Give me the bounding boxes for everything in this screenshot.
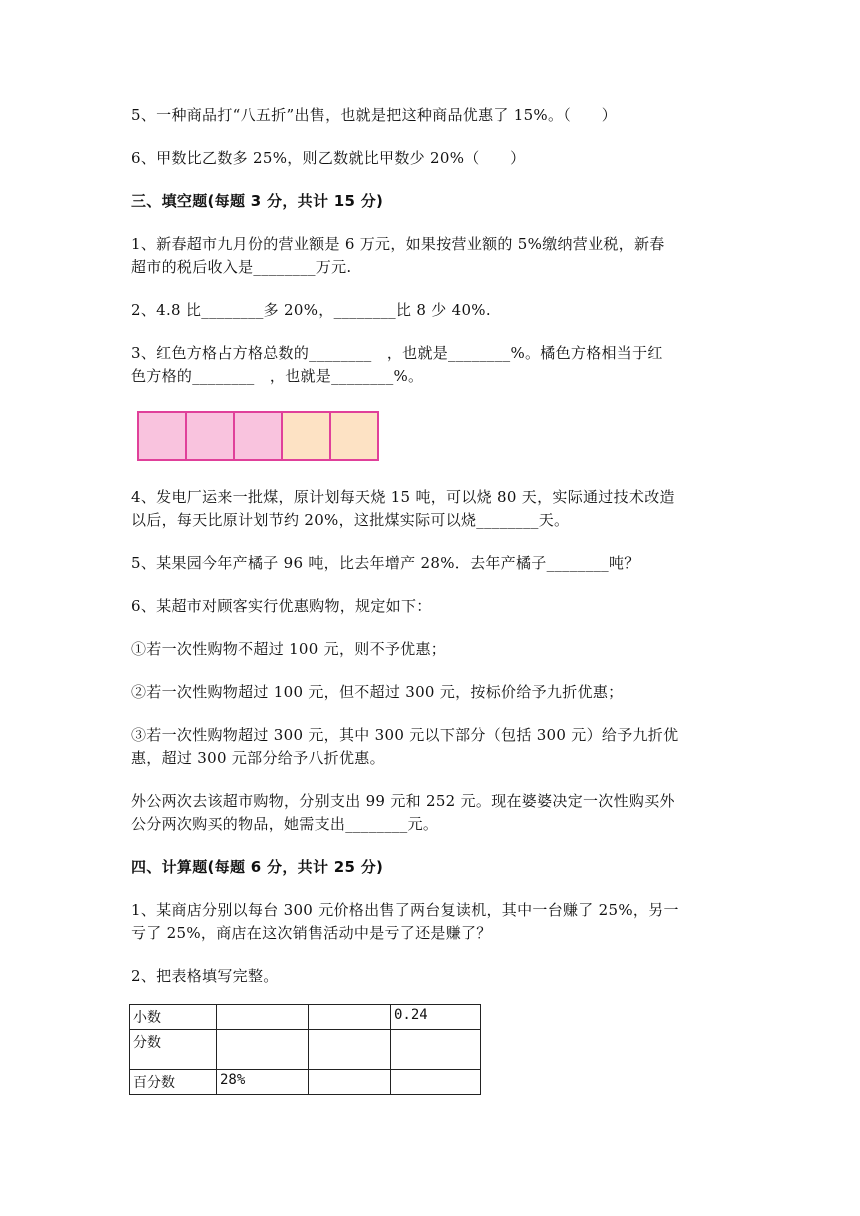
grid-cell-red [235,413,283,459]
discount-rule-3-line2: 惠，超过 300 元部分给予八折优惠。 [131,749,385,767]
table-cell[interactable] [391,1030,481,1070]
discount-rule-2: ②若一次性购物超过 100 元，但不超过 300 元，按标价给予九折优惠； [131,683,624,701]
table-cell: 28% [217,1070,309,1095]
discount-rule-3-line1: ③若一次性购物超过 300 元，其中 300 元以下部分（包括 300 元）给予九折优 [131,726,679,744]
grid-cell-orange [331,413,377,459]
table-cell[interactable] [391,1070,481,1095]
fill-q5: 5、某果园今年产橘子 96 吨，比去年增产 28%．去年产橘子________吨？ [131,554,640,572]
table-cell[interactable] [309,1005,391,1030]
fill-q1-line2: 超市的税后收入是________万元. [131,258,352,276]
section-4-title: 四、计算题(每题 6 分，共计 25 分) [131,858,384,876]
discount-rule-1: ①若一次性购物不超过 100 元，则不予优惠； [131,640,447,658]
fill-q3-line1: 3、红色方格占方格总数的________ ，也就是________%。橘色方格相当于红 [131,344,663,362]
table-cell: 小数 [130,1005,217,1030]
table-row [130,1005,481,1030]
table-row [130,1030,481,1070]
fill-q4-line2: 以后，每天比原计划节约 20%，这批煤实际可以烧________天。 [131,511,570,529]
calc-q1-line2: 亏了 25%，商店在这次销售活动中是亏了还是赚了？ [131,924,492,942]
table-cell: 百分数 [130,1070,217,1095]
table-cell: 0.24 [391,1005,481,1030]
calc-q2: 2、把表格填写完整。 [131,967,279,985]
table-cell: 分数 [130,1030,217,1070]
calc-q1-line1: 1、某商店分别以每台 300 元价格出售了两台复读机，其中一台赚了 25%，另一 [131,901,679,919]
fill-q6-line1: 外公两次去该超市购物，分别支出 99 元和 252 元。现在婆婆决定一次性购买外 [131,792,675,810]
section-3-title: 三、填空题(每题 3 分，共计 15 分) [131,192,384,210]
fill-q6-line2: 公分两次购买的物品，她需支出________元。 [131,815,439,833]
fill-q4-line1: 4、发电厂运来一批煤，原计划每天烧 15 吨，可以烧 80 天，实际通过技术改造 [131,488,675,506]
table-cell[interactable] [309,1070,391,1095]
judge-question-5: 5、一种商品打“八五折”出售，也就是把这种商品优惠了 15%。（ ） [131,106,617,124]
table-cell[interactable] [217,1030,309,1070]
grid-cell-red [139,413,187,459]
table-cell[interactable] [217,1005,309,1030]
fill-q1-line1: 1、新春超市九月份的营业额是 6 万元，如果按营业额的 5%缴纳营业税，新春 [131,235,665,253]
fill-q3-line2: 色方格的________ ，也就是________%。 [131,367,424,385]
table-cell[interactable] [309,1030,391,1070]
fill-q6-intro: 6、某超市对顾客实行优惠购物，规定如下： [131,597,432,615]
grid-cell-orange [283,413,331,459]
table-row [130,1070,481,1095]
conversion-table [129,1004,481,1095]
color-square-grid [137,411,379,461]
judge-question-6: 6、甲数比乙数多 25%，则乙数就比甲数少 20%（ ） [131,149,526,167]
fill-q2: 2、4.8 比________多 20%，________比 8 少 40%. [131,301,491,319]
grid-cell-red [187,413,235,459]
